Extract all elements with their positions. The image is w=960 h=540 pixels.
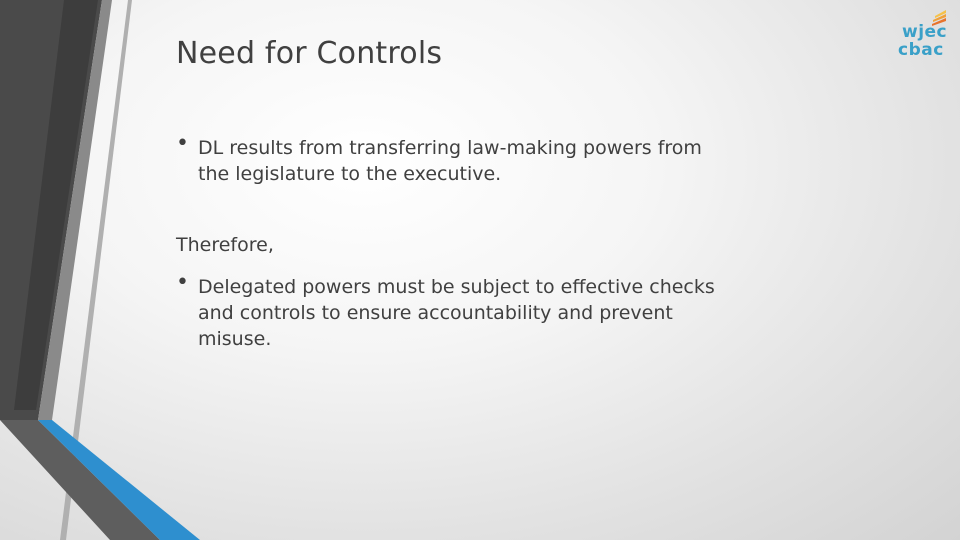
slide-title: Need for Controls	[176, 36, 443, 71]
logo-text-cbac: cbac	[898, 40, 944, 60]
therefore-label: Therefore,	[176, 234, 274, 256]
bullet-icon: •	[176, 131, 189, 156]
bullet-item-2	[176, 270, 741, 352]
bullet-text-1: DL results from transferring law-making powers from the legislature to the executive.	[198, 137, 702, 185]
logo-text-wjec: wjec	[902, 22, 948, 42]
stripe-mid	[0, 420, 160, 540]
bullet-icon: •	[176, 270, 189, 295]
bullet-text-2: Delegated powers must be subject to effective checks and controls to ensure accountability and prevent misuse.	[198, 276, 715, 350]
wjec-cbac-logo	[896, 6, 946, 62]
bullet-item-1	[176, 131, 736, 187]
